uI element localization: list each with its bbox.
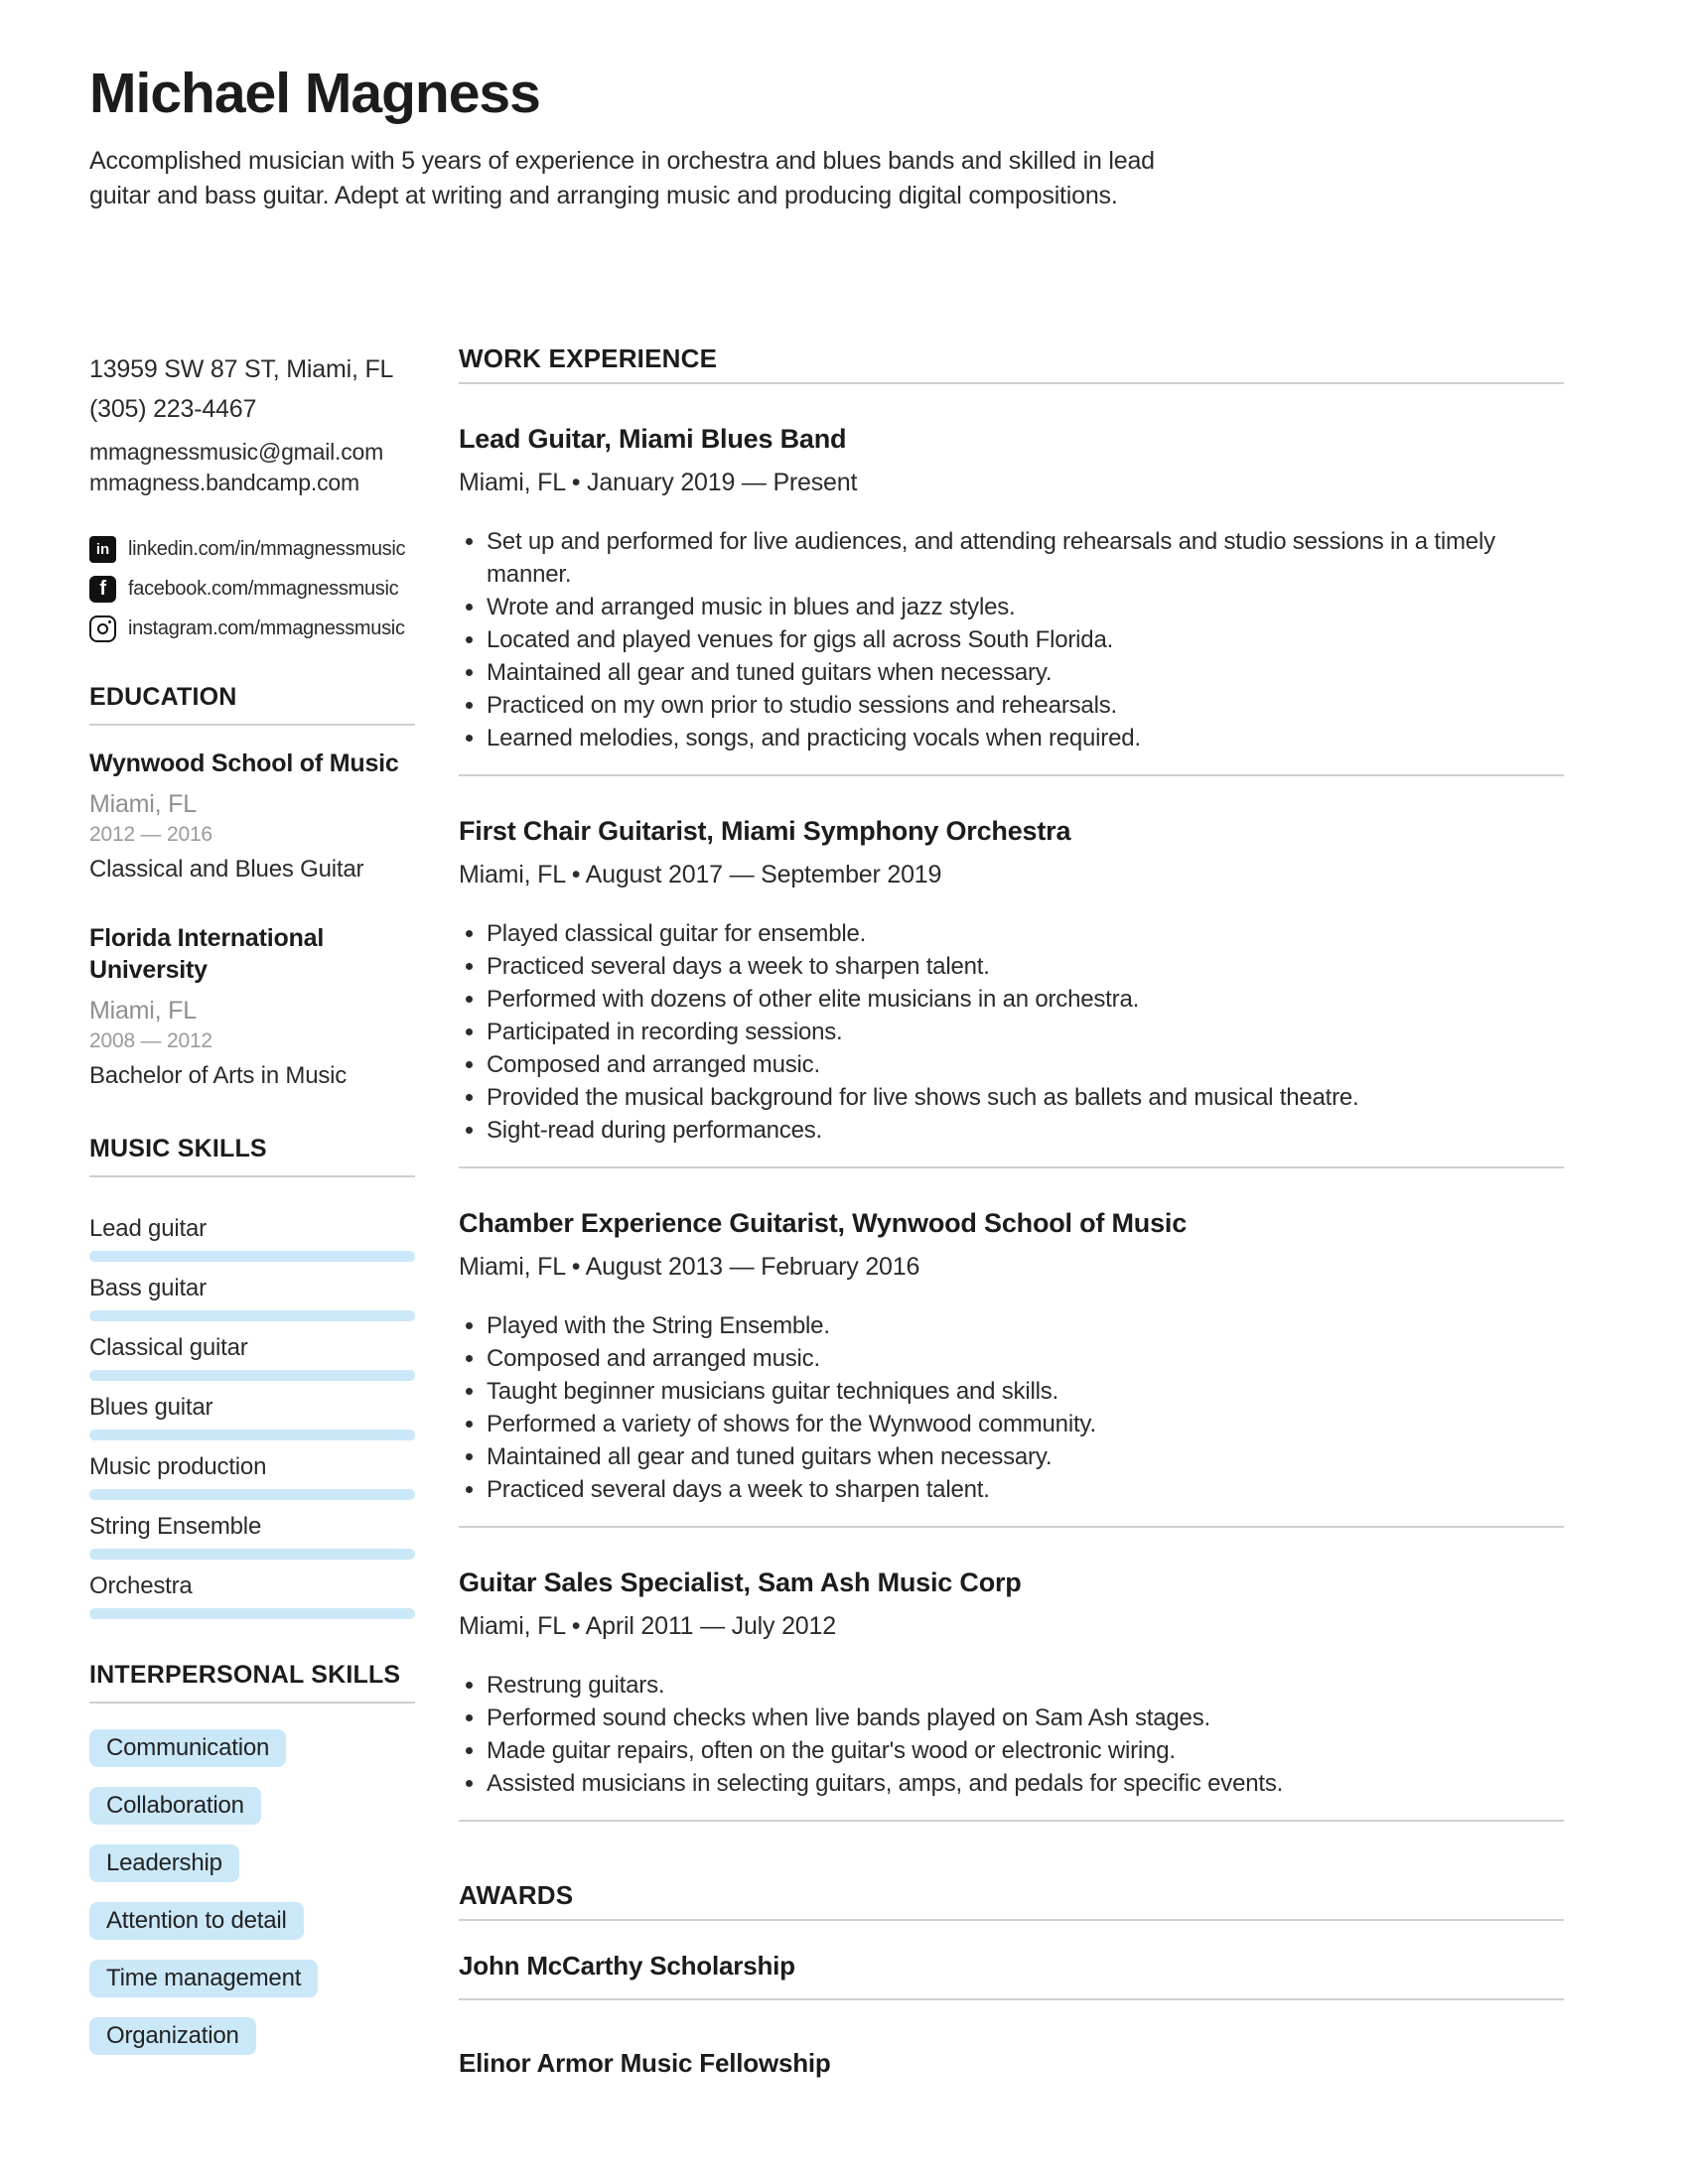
skill-tag: Attention to detail (89, 1902, 304, 1940)
skill-level-bar (89, 1549, 415, 1560)
music-skills-heading: MUSIC SKILLS (89, 1135, 415, 1177)
skill-label: Bass guitar (89, 1275, 207, 1301)
job-meta: Miami, FL • August 2017 — September 2019 (459, 861, 942, 888)
job-bullet-list (459, 525, 1564, 754)
job-entry (459, 1168, 1564, 1528)
contact-address: 13959 SW 87 ST, Miami, FL (89, 355, 394, 383)
skill-item (89, 1394, 415, 1440)
music-skills-list (89, 1215, 415, 1619)
social-links (89, 534, 415, 643)
work-experience-heading: WORK EXPERIENCE (459, 344, 1564, 384)
skill-level-bar (89, 1370, 415, 1381)
school-degree: Classical and Blues Guitar (89, 856, 364, 883)
instagram-icon (89, 615, 116, 642)
school-degree: Bachelor of Arts in Music (89, 1062, 348, 1089)
page-title: Michael Magness (89, 62, 540, 125)
linkedin-icon: in (89, 536, 116, 563)
job-meta: Miami, FL • January 2019 — Present (459, 469, 858, 496)
bullet-item: • Taught beginner musicians guitar techniques and skills. (487, 1375, 1564, 1408)
social-row-linkedin[interactable] (89, 534, 415, 564)
skill-label: Music production (89, 1453, 267, 1480)
content-columns (89, 344, 1688, 2096)
education-item (89, 922, 415, 1091)
bullet-item: • Composed and arranged music. (487, 1048, 1564, 1081)
facebook-url[interactable]: facebook.com/mmagnessmusic (128, 577, 399, 600)
social-row-facebook[interactable] (89, 574, 415, 604)
school-dates: 2012 — 2016 (89, 823, 212, 846)
skill-label: Orchestra (89, 1572, 193, 1599)
bullet-item: • Provided the musical background for live shows such as ballets and musical theatre. (487, 1081, 1564, 1114)
main-content (459, 344, 1564, 2096)
skill-level-bar (89, 1430, 415, 1440)
job-title: Chamber Experience Guitarist, Wynwood School of Music (459, 1208, 1188, 1238)
bullet-item: • Maintained all gear and tuned guitars when necessary. (487, 1440, 1564, 1473)
contact-block (89, 349, 415, 429)
linkedin-url[interactable]: linkedin.com/in/mmagnessmusic (128, 537, 406, 560)
job-title: First Chair Guitarist, Miami Symphony Orchestra (459, 816, 1071, 846)
skill-label: String Ensemble (89, 1513, 262, 1540)
bullet-item: • Restrung guitars. (487, 1669, 1564, 1702)
bullet-item: • Maintained all gear and tuned guitars when necessary. (487, 656, 1564, 689)
bullet-item: • Participated in recording sessions. (487, 1016, 1564, 1048)
skill-tag: Organization (89, 2017, 256, 2055)
education-heading: EDUCATION (89, 683, 415, 726)
job-bullet-list (459, 1309, 1564, 1506)
award-title: John McCarthy Scholarship (459, 1951, 795, 1980)
social-row-instagram[interactable] (89, 614, 415, 643)
bullet-item: • Performed sound checks when live bands played on Sam Ash stages. (487, 1702, 1564, 1734)
job-meta: Miami, FL • April 2011 — July 2012 (459, 1612, 836, 1640)
job-bullet-list (459, 1669, 1564, 1800)
bullet-item: • Assisted musicians in selecting guitars, amps, and pedals for specific events. (487, 1767, 1564, 1800)
interpersonal-skills-heading: INTERPERSONAL SKILLS (89, 1661, 415, 1704)
bullet-item: • Learned melodies, songs, and practicing vocals when required. (487, 722, 1564, 754)
skill-item (89, 1572, 415, 1619)
bullet-item: • Performed a variety of shows for the Wynwood community. (487, 1408, 1564, 1440)
bullet-item: • Wrote and arranged music in blues and jazz styles. (487, 591, 1564, 623)
school-name: Florida International University (89, 924, 325, 984)
skill-item (89, 1334, 415, 1381)
summary-text: Accomplished musician with 5 years of experience in orchestra and blues bands and skilled in lead guitar and bass guitar. Adept at writing and arranging music and producing digital compositions. (89, 147, 1155, 209)
interpersonal-skills-list (89, 1729, 415, 2055)
job-entry (459, 384, 1564, 776)
skill-item (89, 1513, 415, 1560)
school-location: Miami, FL (89, 790, 197, 818)
bullet-item: • Located and played venues for gigs all across South Florida. (487, 623, 1564, 656)
bullet-item: • Performed with dozens of other elite musicians in an orchestra. (487, 983, 1564, 1016)
job-entry (459, 1528, 1564, 1822)
skill-level-bar (89, 1251, 415, 1262)
skill-item (89, 1215, 415, 1262)
bullet-item: • Sight-read during performances. (487, 1114, 1564, 1147)
skill-level-bar (89, 1489, 415, 1500)
instagram-url[interactable]: instagram.com/mmagnessmusic (128, 616, 405, 639)
bullet-item: • Practiced several days a week to sharpen talent. (487, 1473, 1564, 1506)
skill-tag: Communication (89, 1729, 286, 1767)
bullet-item: • Played classical guitar for ensemble. (487, 917, 1564, 950)
education-item (89, 748, 415, 885)
bullet-item: • Made guitar repairs, often on the guitar's wood or electronic wiring. (487, 1734, 1564, 1767)
instagram-lens (97, 623, 108, 634)
skill-level-bar (89, 1310, 415, 1321)
skill-label: Lead guitar (89, 1215, 207, 1242)
bullet-item: • Played with the String Ensemble. (487, 1309, 1564, 1342)
school-location: Miami, FL (89, 997, 197, 1024)
skill-tag: Collaboration (89, 1787, 261, 1825)
skill-item (89, 1453, 415, 1500)
skill-item (89, 1275, 415, 1321)
award-entry (459, 2048, 1564, 2096)
contact-phone: (305) 223-4467 (89, 395, 257, 423)
job-entry (459, 776, 1564, 1168)
job-bullet-list (459, 917, 1564, 1147)
awards-list (459, 1951, 1564, 2096)
school-dates: 2008 — 2012 (89, 1029, 212, 1052)
bullet-item: • Set up and performed for live audiences, and attending rehearsals and studio sessions in a timely manner. (487, 525, 1564, 591)
skill-label: Classical guitar (89, 1334, 248, 1361)
award-title: Elinor Armor Music Fellowship (459, 2048, 831, 2078)
facebook-icon: f (89, 576, 116, 603)
instagram-dot (108, 620, 112, 624)
skill-tag: Leadership (89, 1844, 239, 1882)
job-title: Guitar Sales Specialist, Sam Ash Music Corp (459, 1568, 1022, 1597)
skill-level-bar (89, 1608, 415, 1619)
skill-label: Blues guitar (89, 1394, 213, 1421)
contact-website-link[interactable]: mmagness.bandcamp.com (89, 470, 359, 495)
bullet-item: • Practiced on my own prior to studio sessions and rehearsals. (487, 689, 1564, 722)
sidebar (89, 344, 415, 2096)
skill-tag: Time management (89, 1960, 318, 1997)
school-name: Wynwood School of Music (89, 750, 399, 777)
bullet-item: • Composed and arranged music. (487, 1342, 1564, 1375)
job-title: Lead Guitar, Miami Blues Band (459, 424, 847, 454)
contact-email-link[interactable]: mmagnessmusic@gmail.com (89, 439, 384, 465)
contact-links (89, 437, 415, 498)
award-entry (459, 1951, 1564, 2000)
awards-heading: AWARDS (459, 1881, 1564, 1921)
job-meta: Miami, FL • August 2013 — February 2016 (459, 1253, 920, 1281)
bullet-item: • Practiced several days a week to sharpen talent. (487, 950, 1564, 983)
